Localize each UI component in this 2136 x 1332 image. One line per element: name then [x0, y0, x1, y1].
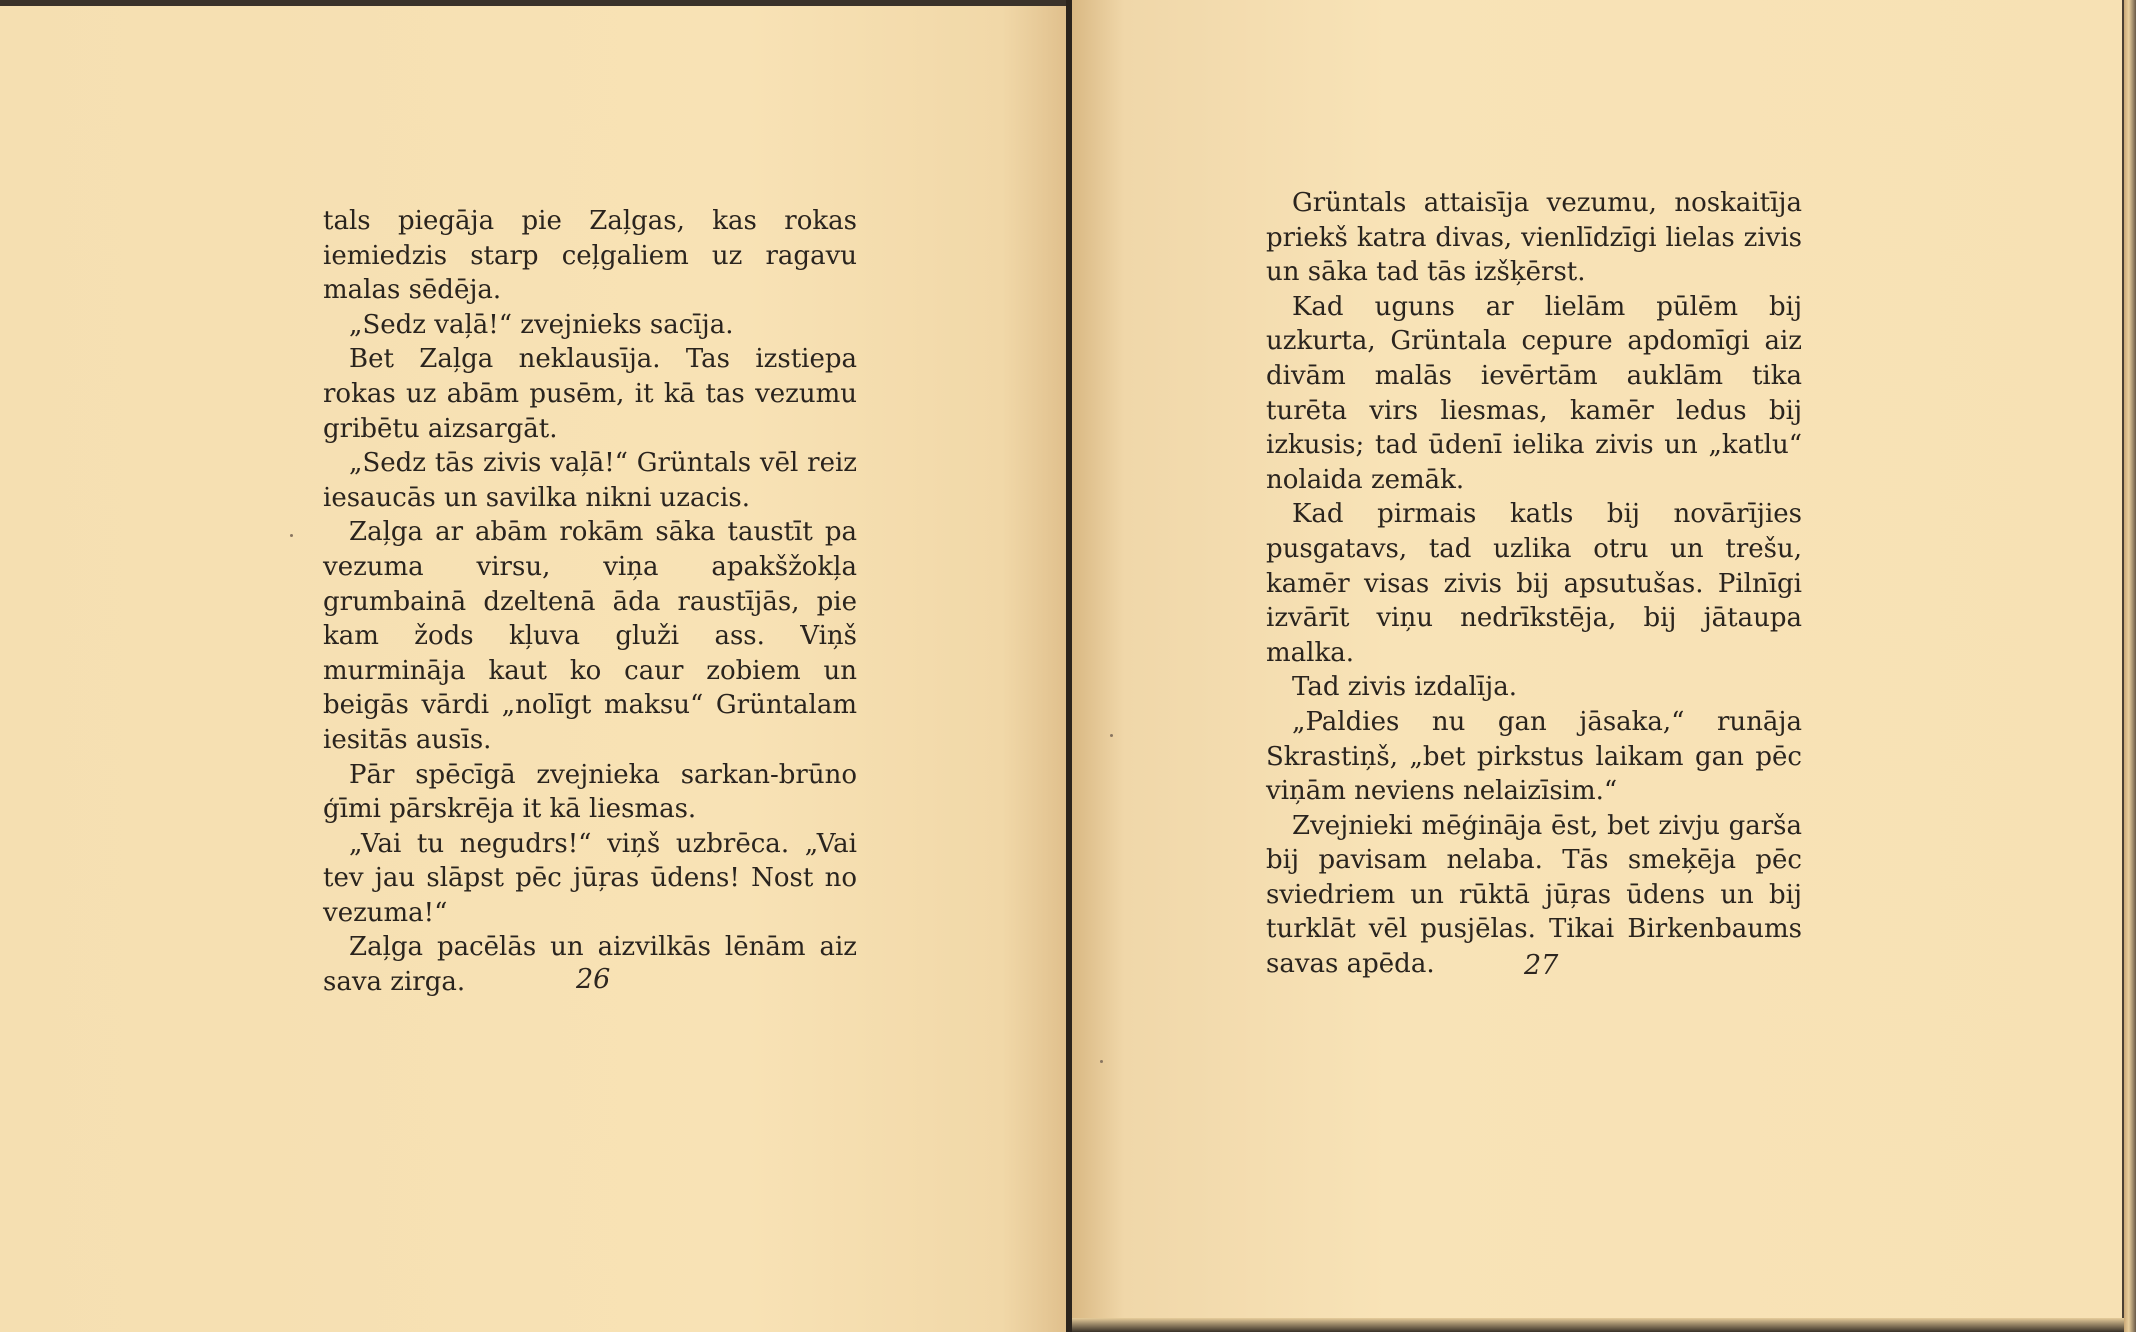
paragraph: Zaļga ar abām rokām sāka taustīt pa vezuma virsu, viņa apakšžokļa grumbainā dzeltenā āda raustījās, pie kam žods kļuva gluži ass. Viņš murmināja kaut ko caur zobiem un beigās vārdi „nolīgt maksu“ Grüntalam iesitās ausīs.	[323, 517, 857, 755]
page-bottom-edge	[1072, 1318, 2124, 1332]
paragraph: Tad zivis izdalīja.	[1292, 672, 1517, 703]
paragraph: Bet Zaļga neklausīja. Tas izstiepa rokas uz abām pusēm, it kā tas vezumu gribētu aizsargāt.	[323, 344, 857, 444]
right-page-text	[1266, 186, 1802, 982]
speck	[1110, 734, 1113, 737]
paragraph: tals piegāja pie Zaļgas, kas rokas iemiedzis starp ceļgaliem uz ragavu malas sēdēja.	[323, 206, 857, 306]
paragraph: Grüntals attaisīja vezumu, noskaitīja priekš katra divas, vienlīdzīgi lielas zivis un sāka tad tās izšķērst.	[1266, 188, 1802, 288]
page-edge	[2124, 0, 2136, 1332]
paragraph: Kad pirmais katls bij novārījies pusgatavs, tad uzlika otru un trešu, kamēr visas zivis bij apsutušas. Pilnīgi izvārīt viņu nedrīkstēja, bij jātaupa malka.	[1266, 499, 1802, 668]
page-number: 26	[576, 964, 611, 995]
paragraph: „Sedz tās zivis vaļā!“ Grüntals vēl reiz iesaucās un savilka nikni uzacis.	[323, 448, 857, 513]
speck	[290, 534, 293, 537]
paragraph: „Paldies nu gan jāsaka,“ runāja Skrastiņš, „bet pirkstus laikam gan pēc viņām neviens nelaizīsim.“	[1266, 706, 1802, 807]
left-page	[0, 0, 1066, 1332]
paragraph: Zaļga pacēlās un aizvilkās lēnām aiz sava zirga.	[323, 932, 857, 998]
speck	[1100, 1060, 1103, 1063]
page-number: 27	[1524, 950, 1559, 981]
paragraph: Kad uguns ar lielām pūlēm bij uzkurta, Grüntala cepure apdomīgi aiz divām malās ievērtām auklām tika turēta virs liesmas, kamēr ledus bij izkusis; tad ūdenī ielika zivis un „katlu“ nolaida zemāk.	[1266, 291, 1802, 495]
paragraph: Zvejnieki mēģināja ēst, bet zivju garša bij pavisam nelaba. Tās smeķēja pēc sviedriem un rūktā jūŗas ūdens un bij turklāt vēl pusjēlas. Tikai Birkenbaums savas apēda.	[1266, 810, 1802, 980]
paragraph: „Sedz vaļā!“ zvejnieks sacīja.	[349, 309, 734, 340]
paragraph: Pār spēcīgā zvejnieka sarkan-brūno ģīmi pārskrēja it kā liesmas.	[323, 759, 857, 825]
left-page-text	[323, 204, 857, 1000]
paragraph: „Vai tu negudrs!“ viņš uzbrēca. „Vai tev jau slāpst pēc jūŗas ūdens! Nost no vezuma!“	[323, 828, 857, 928]
